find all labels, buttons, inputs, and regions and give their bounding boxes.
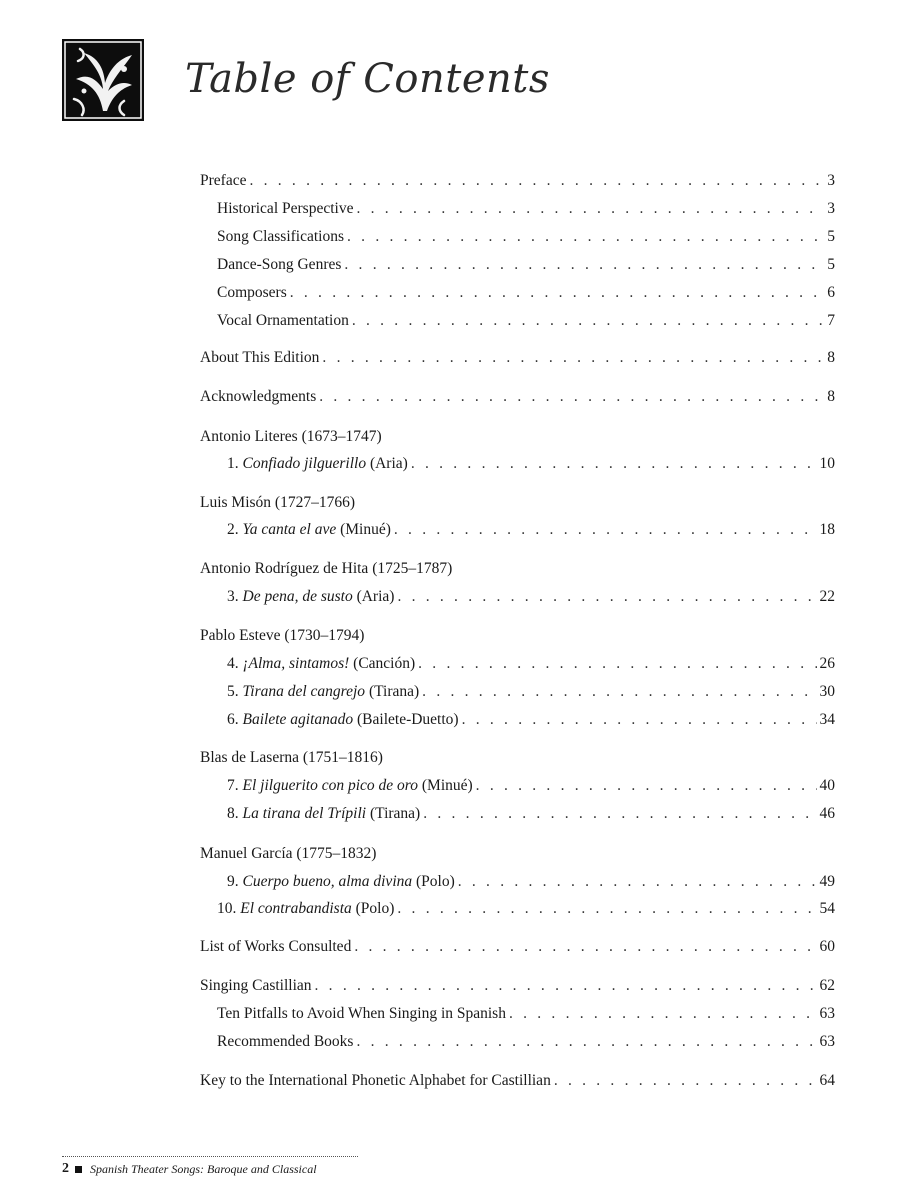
page-number: 40 — [819, 777, 835, 794]
page-number: 54 — [819, 900, 835, 917]
page-number: 8 — [827, 388, 835, 405]
page-number: 49 — [819, 873, 835, 890]
page-number: 8 — [827, 349, 835, 366]
toc-entry-work-6[interactable]: 6. Bailete agitanado (Bailete-Duetto) . . . 34 — [227, 709, 835, 731]
toc-entry-work-1[interactable]: 1. Confiado jilguerillo (Aria) . . . 10 — [227, 453, 835, 475]
toc-entry-work-7[interactable]: 7. El jilguerito con pico de oro (Minué) . . . 40 — [227, 775, 835, 797]
page-number: 7 — [827, 312, 835, 329]
page-number: 18 — [819, 521, 835, 538]
page-title: Table of Contents — [185, 56, 550, 102]
toc-entry-about-this-edition[interactable]: About This Edition . . . 8 — [200, 347, 835, 369]
composer-heading-hita: Antonio Rodríguez de Hita (1725–1787) — [200, 560, 453, 577]
toc-entry-work-3[interactable]: 3. De pena, de susto (Aria) . . . 22 — [227, 586, 835, 608]
page-number: 6 — [827, 284, 835, 301]
composer-heading-literes: Antonio Literes (1673–1747) — [200, 428, 382, 445]
composer-heading-laserna: Blas de Laserna (1751–1816) — [200, 749, 383, 766]
square-bullet-icon — [75, 1166, 82, 1173]
page-number: 5 — [827, 256, 835, 273]
page-number: 22 — [819, 588, 835, 605]
page-number: 10 — [819, 455, 835, 472]
toc-entry-historical-perspective[interactable]: Historical Perspective . . . 3 — [217, 198, 835, 220]
toc-entry-dance-song-genres[interactable]: Dance-Song Genres . . . 5 — [217, 254, 835, 276]
page-number: 3 — [827, 172, 835, 189]
page-number: 26 — [819, 655, 835, 672]
toc-entry-recommended-books[interactable]: Recommended Books . . . 63 — [217, 1031, 835, 1053]
toc-entry-song-classifications[interactable]: Song Classifications . . . 5 — [217, 226, 835, 248]
page-number: 63 — [819, 1005, 835, 1022]
toc-entry-singing-castillian[interactable]: Singing Castillian . . . 62 — [200, 975, 835, 997]
footer-page-number: 2 — [62, 1161, 69, 1176]
toc-entry-work-4[interactable]: 4. ¡Alma, sintamos! (Canción) . . . 26 — [227, 653, 835, 675]
toc-entry-work-5[interactable]: 5. Tirana del cangrejo (Tirana) . . . 30 — [227, 681, 835, 703]
toc-entry-work-9[interactable]: 9. Cuerpo bueno, alma divina (Polo) . . . 49 — [227, 871, 835, 893]
page-number: 63 — [819, 1033, 835, 1050]
footer-book-title: Spanish Theater Songs: Baroque and Classical — [90, 1162, 317, 1176]
footer-divider — [62, 1156, 358, 1157]
page-number: 60 — [819, 938, 835, 955]
composer-heading-mison: Luis Misón (1727–1766) — [200, 494, 355, 511]
page-number: 64 — [819, 1072, 835, 1089]
toc-entry-preface[interactable]: Preface . . . 3 — [200, 170, 835, 192]
page-number: 46 — [819, 805, 835, 822]
toc-entry-vocal-ornamentation[interactable]: Vocal Ornamentation . . . 7 — [217, 310, 835, 332]
leaf-ornament-icon — [62, 39, 144, 121]
toc-entry-ipa-key[interactable]: Key to the International Phonetic Alphabet for Castillian . . . 64 — [200, 1070, 835, 1092]
toc-entry-work-10[interactable]: 10. El contrabandista (Polo) . . . 54 — [217, 898, 835, 920]
page-footer — [62, 1160, 317, 1178]
toc-entry-list-of-works[interactable]: List of Works Consulted . . . 60 — [200, 936, 835, 958]
toc-entry-acknowledgments[interactable]: Acknowledgments . . . 8 — [200, 386, 835, 408]
composer-heading-garcia: Manuel García (1775–1832) — [200, 845, 377, 862]
page-number: 30 — [819, 683, 835, 700]
toc-entry-ten-pitfalls[interactable]: Ten Pitfalls to Avoid When Singing in Spanish . . . 63 — [217, 1003, 835, 1025]
page-number: 62 — [819, 977, 835, 994]
composer-heading-esteve: Pablo Esteve (1730–1794) — [200, 627, 365, 644]
toc-entry-composers[interactable]: Composers . . . 6 — [217, 282, 835, 304]
toc-entry-work-8[interactable]: 8. La tirana del Trípili (Tirana) . . . 46 — [227, 803, 835, 825]
toc-entry-work-2[interactable]: 2. Ya canta el ave (Minué) . . . 18 — [227, 519, 835, 541]
page-number: 34 — [819, 711, 835, 728]
page-number: 3 — [827, 200, 835, 217]
page-number: 5 — [827, 228, 835, 245]
